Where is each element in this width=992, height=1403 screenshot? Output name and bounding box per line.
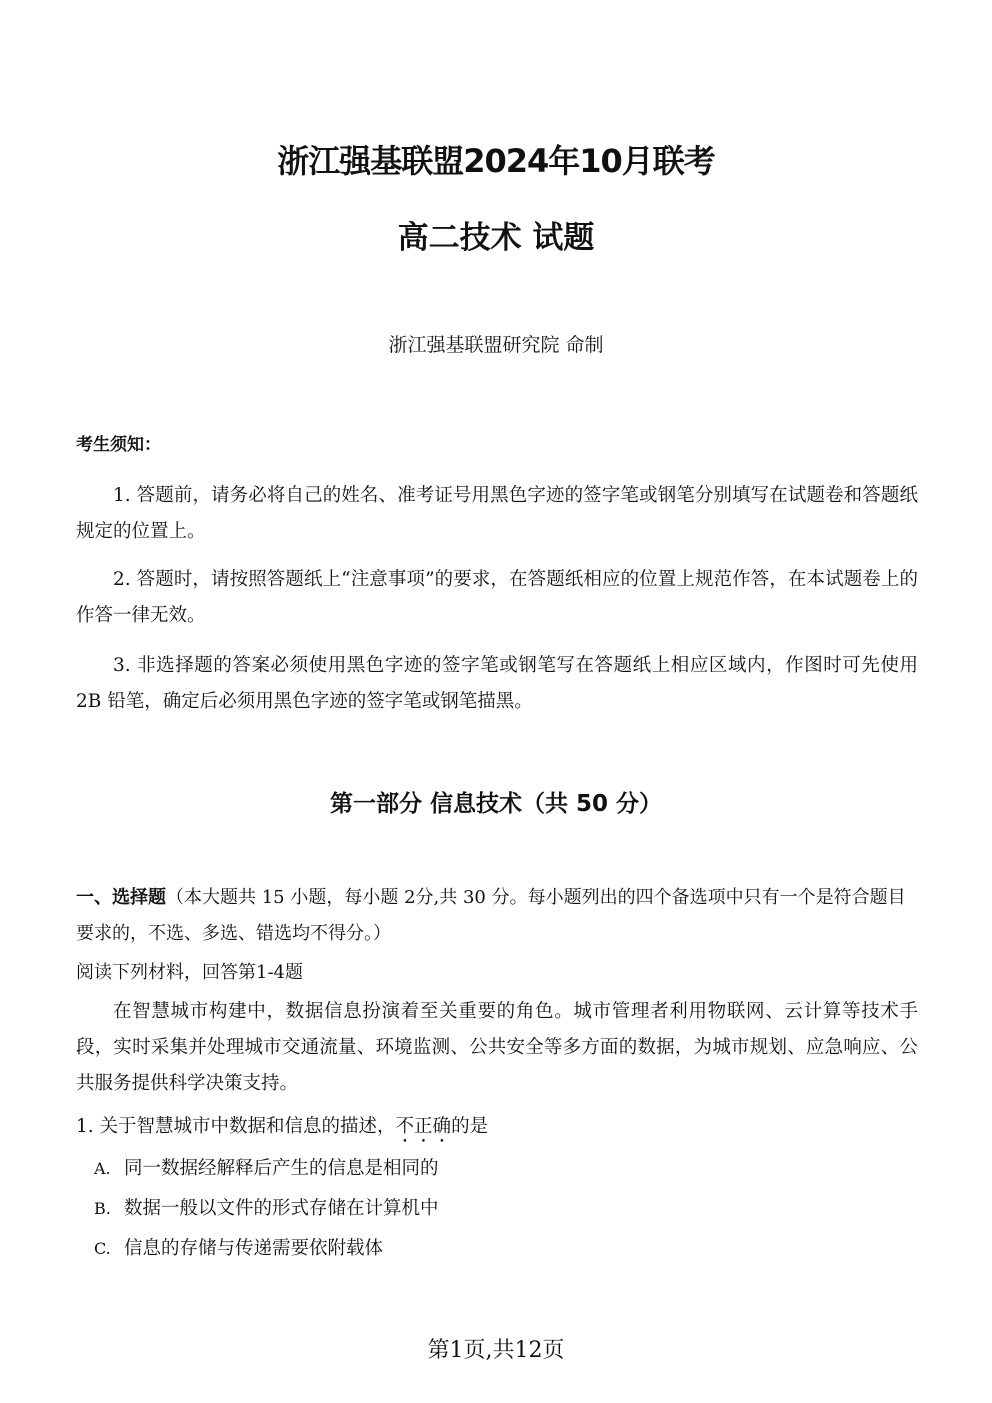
option-text: 同一数据经解释后产生的信息是相同的 xyxy=(124,1158,439,1179)
author-line: 浙江强基联盟研究院 命制 xyxy=(388,334,604,356)
notice-item-2: 2. 答题时，请按照答题纸上“注意事项”的要求，在答题纸相应的位置上规范作答，在本试题卷上的作答一律无效。 xyxy=(76,569,918,626)
mc-heading: 一、选择题 xyxy=(76,887,166,908)
stem-suffix: 的是 xyxy=(451,1116,489,1137)
option-text: 信息的存储与传递需要依附载体 xyxy=(124,1238,384,1259)
option-text: 数据一般以文件的形式存储在计算机中 xyxy=(124,1198,439,1219)
notice-item-1: 1. 答题前，请务必将自己的姓名、准考证号用黑色字迹的签字笔或钢笔分别填写在试题卷和答题纸规定的位置上。 xyxy=(76,485,918,542)
notice-heading: 考生须知： xyxy=(76,435,161,455)
reading-instruction: 阅读下列材料，回答第1-4题 xyxy=(76,962,303,983)
stem-emphasis: 不正确 xyxy=(395,1116,452,1137)
stem-prefix: 1. 关于智慧城市中数据和信息的描述， xyxy=(76,1116,396,1137)
multiple-choice-intro xyxy=(76,880,918,952)
exam-title: 浙江强基联盟2024年10月联考 xyxy=(277,142,715,180)
exam-subtitle: 高二技术 试题 xyxy=(397,220,595,256)
section-title: 第一部分 信息技术（共 50 分） xyxy=(329,791,663,817)
option-b xyxy=(94,1194,439,1220)
reading-material: 在智慧城市构建中，数据信息扮演着至关重要的角色。城市管理者利用物联网、云计算等技术手段，实时采集并处理城市交通流量、环境监测、公共安全等多方面的数据，为城市规划、应急响应、公共服务提供科学决策支持。 xyxy=(76,1001,918,1094)
option-letter: A. xyxy=(94,1159,111,1178)
page-footer: 第1页,共12页 xyxy=(427,1338,565,1363)
question-1-stem xyxy=(76,1112,488,1147)
notice-item-3: 3. 非选择题的答案必须使用黑色字迹的签字笔或钢笔写在答题纸上相应区域内，作图时可先使用 2B 铅笔，确定后必须用黑色字迹的签字笔或钢笔描黑。 xyxy=(76,655,918,712)
option-a xyxy=(94,1154,439,1180)
option-letter: C. xyxy=(94,1239,111,1258)
option-c xyxy=(94,1234,383,1260)
option-letter: B. xyxy=(94,1199,111,1218)
mc-description: （本大题共 15 小题，每小题 2分,共 30 分。每小题列出的四个备选项中只有一个是符合题目要求的，不选、多选、错选均不得分。） xyxy=(76,887,906,944)
